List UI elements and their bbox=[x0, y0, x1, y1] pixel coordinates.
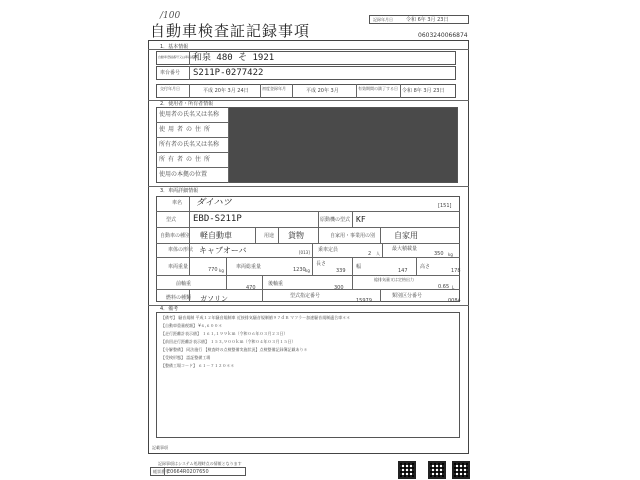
document-title: 自動車検査証記録事項 bbox=[150, 22, 311, 40]
shape-value: キャブオーバ bbox=[199, 246, 247, 255]
section1-heading: 1．基本情報 bbox=[160, 44, 189, 50]
first-reg-value: 平成 20年 3月 bbox=[306, 88, 339, 94]
date-label: 記録年月日 bbox=[373, 17, 393, 22]
purpose-value: 自家用 bbox=[394, 231, 418, 240]
plate-label: 自動車登録番号又は車両番号 bbox=[158, 55, 198, 59]
chassis-value: S211P-0277422 bbox=[193, 68, 264, 78]
engine-label: 原動機の型式 bbox=[320, 217, 351, 223]
footer-note-text: 記録事項はシステム処理時点の情報となります bbox=[158, 461, 242, 466]
weight-unit: kg bbox=[219, 268, 224, 273]
serial-box bbox=[150, 467, 246, 476]
remark-line: 【走行距離計表示値】 １６１,１９９ｋｍ（令和０６年０３月２３日） bbox=[161, 331, 288, 336]
remark-line: 【自動車重量税額】 ¥６,６００＊ bbox=[161, 323, 223, 328]
owner-row-label: 所有者の氏名又は名称 bbox=[159, 141, 220, 148]
plate-value: 和泉 480 そ 1921 bbox=[193, 53, 275, 63]
width-value: 147 bbox=[398, 268, 408, 274]
redacted-block bbox=[229, 108, 457, 182]
owner-row-label: 所有者の住所 bbox=[159, 156, 214, 163]
date-value: 令和 6年 3月 23日 bbox=[406, 17, 449, 23]
height-label: 高さ bbox=[420, 264, 431, 270]
width-label: 幅 bbox=[356, 264, 362, 270]
length-label: 長さ bbox=[316, 261, 327, 267]
owner-row-label: 使用の本拠の位置 bbox=[159, 171, 208, 178]
weight-value: 770 bbox=[208, 267, 218, 273]
issue-label: 交付年月日 bbox=[160, 86, 180, 91]
section3-heading: 3．車両詳細情報 bbox=[160, 188, 199, 194]
category-label: 類別区分番号 bbox=[392, 293, 423, 299]
gross-label: 車両総重量 bbox=[236, 264, 262, 270]
fuel-label: 燃料の種類 bbox=[166, 295, 192, 301]
front-axle-label: 前軸重 bbox=[176, 281, 192, 287]
qr-code bbox=[398, 461, 416, 479]
length-value: 339 bbox=[336, 268, 346, 274]
date-box bbox=[369, 15, 469, 24]
shape-code: [013] bbox=[299, 250, 310, 255]
displacement-unit: L bbox=[452, 285, 455, 290]
model-label: 型式 bbox=[166, 217, 177, 223]
displacement-label: 総排気量又は定格出力 bbox=[374, 277, 414, 282]
fuel-value: ガソリン bbox=[200, 295, 228, 303]
maker-value: ダイハツ bbox=[196, 198, 232, 208]
shape-label: 車体の形状 bbox=[168, 247, 194, 253]
rear-axle-label: 後軸重 bbox=[268, 281, 284, 287]
section2-heading: 2．使用者・所有者情報 bbox=[160, 101, 214, 107]
serial-label: 帳票番号 bbox=[153, 469, 169, 474]
max-load-label: 最大積載量 bbox=[392, 246, 418, 252]
type-no-label: 型式指定番号 bbox=[290, 293, 321, 299]
max-load-value: 350 bbox=[434, 251, 444, 257]
max-load-unit: kg bbox=[448, 252, 453, 257]
remark-line: 【受検形態】 認証整備工場 bbox=[161, 355, 211, 360]
owner-row-label: 使用者の氏名又は名称 bbox=[159, 111, 220, 118]
category-value: 0084 bbox=[448, 298, 461, 304]
section4-heading: 4．備考 bbox=[160, 306, 179, 312]
issue-value: 平成 20年 3月 24日 bbox=[203, 88, 249, 94]
capacity-unit: 人 bbox=[376, 251, 380, 256]
height-value: 178 bbox=[451, 268, 461, 274]
rear-axle-value: 300 bbox=[334, 285, 344, 291]
expiry-label: 有効期間の満了する日 bbox=[358, 86, 398, 91]
qr-code bbox=[452, 461, 470, 479]
serial-value: E0664R0207650 bbox=[167, 469, 209, 475]
remark-line: 【前回走行距離計表示値】 １５３,９００ｋｍ（令和０４年０３月１５日） bbox=[161, 339, 296, 344]
displacement-value: 0.65 bbox=[438, 284, 450, 290]
remark-line: 【備考】 騒音規制 平成１２年騒音規制車 近接排気騒音規制値９７ｄＢ マフラー加速騒音規制適合車＊＊ bbox=[161, 315, 351, 320]
kind-label: 自動車の種別 bbox=[160, 233, 191, 239]
expiry-value: 令和 8年 3月 23日 bbox=[402, 88, 445, 94]
chassis-label: 車台番号 bbox=[160, 70, 181, 76]
doc-number: 0603240066874 bbox=[418, 32, 468, 39]
capacity-label: 乗車定員 bbox=[318, 247, 339, 253]
owner-row-label: 使用者の住所 bbox=[159, 126, 214, 133]
kind-value: 軽自動車 bbox=[200, 231, 232, 240]
first-reg-label: 初度登録年月 bbox=[262, 86, 286, 91]
maker-label: 車名 bbox=[172, 200, 183, 206]
engine-value: KF bbox=[356, 215, 366, 224]
capacity-value: 2 bbox=[368, 251, 372, 257]
gross-unit: kg bbox=[305, 268, 310, 273]
use-label: 用途 bbox=[264, 233, 275, 239]
qr-code bbox=[428, 461, 446, 479]
weight-label: 車両重量 bbox=[168, 264, 189, 270]
handwritten-number: /100 bbox=[160, 11, 181, 21]
front-axle-value: 470 bbox=[246, 285, 256, 291]
footer-note-label: 記載事項 bbox=[152, 445, 168, 450]
gross-value: 1230 bbox=[293, 267, 306, 273]
remark-line: 【分解整備】 同法施行 【検査時の点検整備実施状況】点検整備記録簿記載あり＊ bbox=[161, 347, 308, 352]
model-value: EBD-S211P bbox=[193, 214, 242, 224]
type-no-value: 15979 bbox=[356, 298, 372, 304]
maker-code: [151] bbox=[438, 203, 452, 209]
use-value: 貨物 bbox=[288, 231, 304, 240]
remark-line: 【整備工場コード】 ６１－７１２０＊＊ bbox=[161, 363, 235, 368]
purpose-label: 自家用・事業用の別 bbox=[330, 233, 376, 239]
